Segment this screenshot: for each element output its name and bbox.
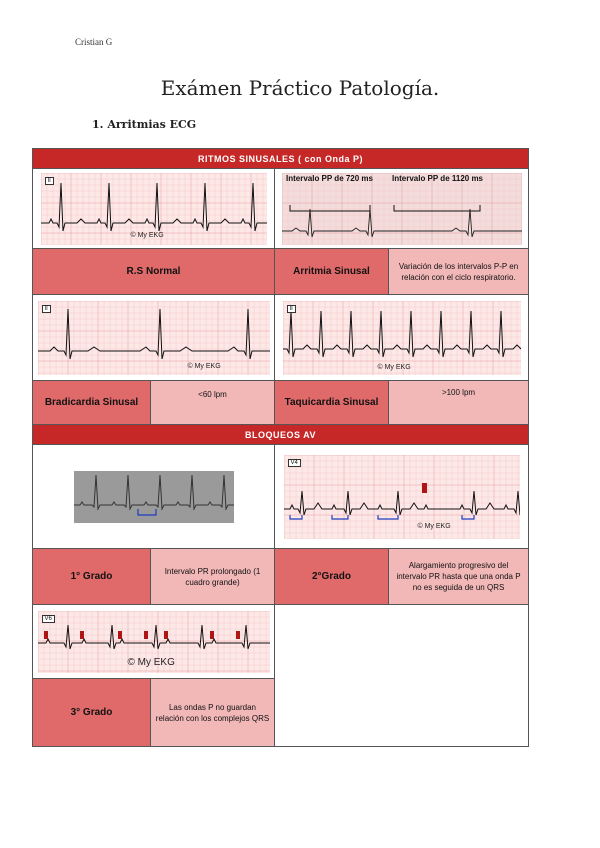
copyright-label: © My EKG [187, 362, 221, 370]
sinus-arrhythmia-ecg-cell [275, 169, 529, 249]
ecg-strip-arrhythmia [282, 173, 522, 245]
first-degree-ecg-cell [33, 445, 275, 549]
sinus-arrhythmia-label: Arritmia Sinusal [275, 249, 389, 295]
pp-interval-720-label: Intervalo PP de 720 ms [285, 173, 373, 183]
tachycardia-desc: >100 lpm [389, 381, 529, 425]
first-degree-label: 1° Grado [33, 549, 151, 605]
lead-ii-tag: II [42, 305, 51, 313]
pp-interval-1120-label: Intervalo PP de 1120 ms [391, 173, 483, 183]
third-degree-desc: Las ondas P no guardan relación con los complejos QRS [151, 679, 275, 747]
page-title: Exámen Práctico Patología. [160, 76, 440, 100]
av-block-header: BLOQUEOS AV [33, 425, 529, 445]
sinus-header: RITMOS SINUSALES ( con Onda P) [33, 149, 529, 169]
ecg-strip-third-degree [38, 611, 270, 673]
copyright-label: © My EKG [127, 656, 175, 668]
ecg-strip-normal [41, 173, 267, 245]
ecg-strip-second-degree [284, 455, 520, 539]
empty-cell [275, 605, 529, 747]
bradycardia-desc: <60 lpm [151, 381, 275, 425]
section-heading: 1. Arritmias ECG [92, 118, 197, 131]
ecg-strip-first-degree [74, 471, 234, 523]
copyright-label: © My EKG [130, 231, 164, 239]
bradycardia-label: Bradicardia Sinusal [33, 381, 151, 425]
lead-ii-tag: II [287, 305, 296, 313]
author-name: Cristian G [75, 37, 113, 47]
third-degree-label: 3° Grado [33, 679, 151, 747]
normal-sinus-label: R.S Normal [33, 249, 275, 295]
copyright-label: © My EKG [417, 522, 451, 530]
ecg-strip-bradycardia [38, 301, 270, 375]
second-degree-label: 2°Grado [275, 549, 389, 605]
copyright-label: © My EKG [377, 363, 411, 371]
bradycardia-ecg-cell [33, 295, 275, 381]
sinus-arrhythmia-desc: Variación de los intervalos P-P en relación con el ciclo respiratorio. [389, 249, 529, 295]
tachycardia-label: Taquicardia Sinusal [275, 381, 389, 425]
second-degree-ecg-cell [275, 445, 529, 549]
third-degree-ecg-cell [33, 605, 275, 679]
ecg-strip-tachycardia [283, 301, 521, 375]
lead-v4-tag: V4 [288, 459, 301, 467]
lead-v6-tag: V6 [42, 615, 55, 623]
normal-sinus-ecg-cell [33, 169, 275, 249]
first-degree-desc: Intervalo PR prolongado (1 cuadro grande) [151, 549, 275, 605]
ecg-table [32, 148, 529, 747]
second-degree-desc: Alargamiento progresivo del intervalo PR hasta que una onda P no es seguida de un QRS [389, 549, 529, 605]
tachycardia-ecg-cell [275, 295, 529, 381]
lead-ii-tag: II [45, 177, 54, 185]
